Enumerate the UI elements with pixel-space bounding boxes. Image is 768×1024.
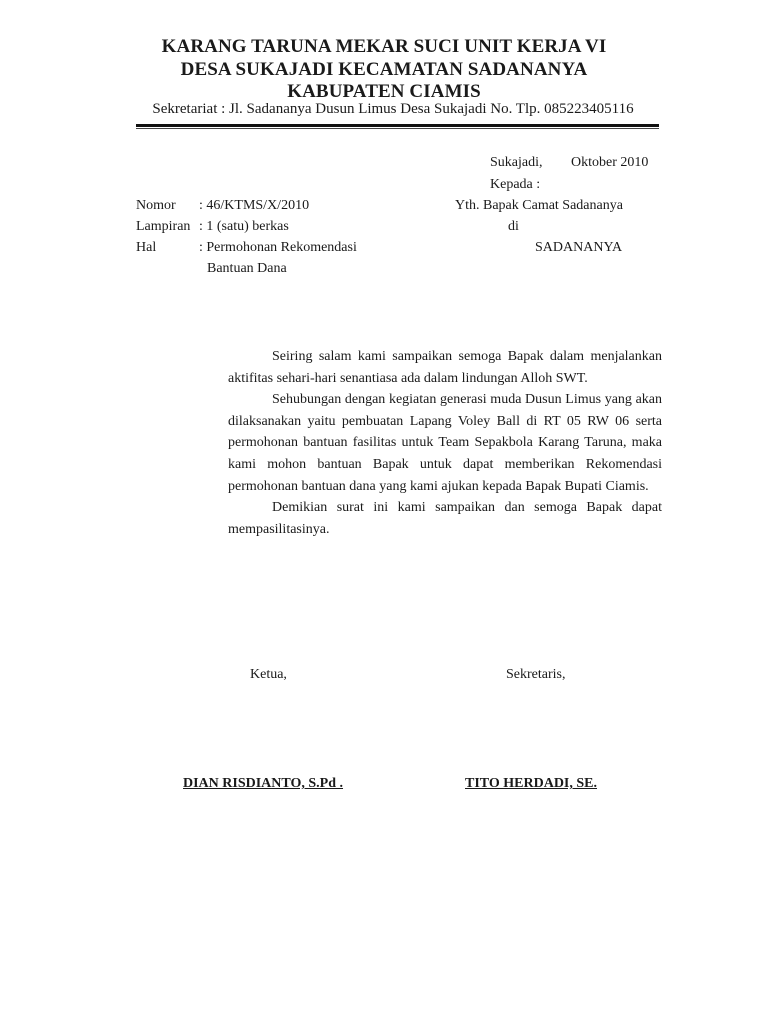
- org-village: DESA SUKAJADI KECAMATAN SADANANYA: [180, 59, 588, 80]
- header-rule-thin: [136, 128, 659, 129]
- to-label: Kepada :: [490, 177, 541, 192]
- recipient-location: SADANANYA: [535, 240, 623, 255]
- org-name: KARANG TARUNA MEKAR SUCI UNIT KERJA VI: [161, 36, 607, 57]
- lampiran-label: Lampiran: [136, 219, 191, 234]
- paragraph-greeting: Seiring salam kami sampaikan semoga Bapak dalam menjalankan aktifitas sehari-hari senantiasa ada dalam lindungan Alloh SWT.: [228, 349, 662, 386]
- date-value: Oktober 2010: [571, 155, 649, 170]
- recipient: Yth. Bapak Camat Sadananya: [455, 198, 623, 213]
- recipient-at: di: [508, 219, 519, 234]
- lampiran-value: : 1 (satu) berkas: [199, 219, 289, 234]
- org-regency: KABUPATEN CIAMIS: [287, 81, 481, 102]
- paragraph-request: Sehubungan dengan kegiatan generasi muda Dusun Limus yang akan dilaksanakan yaitu pembuatan Lapang Voley Ball di RT 05 RW 06 serta permohonan bantuan fasilitas untuk Team Sepakbola Karang Taruna, maka kami mohon bantuan Bapak untuk dapat memberikan Rekomendasi permohonan bantuan dana yang kami ajukan kepada Bapak Bupati Ciamis.: [228, 392, 662, 494]
- nomor-value: : 46/KTMS/X/2010: [199, 198, 310, 213]
- date-place: Sukajadi,: [490, 155, 543, 170]
- chair-name: DIAN RISDIANTO, S.Pd .: [183, 776, 344, 791]
- hal-value-cont: Bantuan Dana: [207, 261, 287, 276]
- org-address: Sekretariat : Jl. Sadananya Dusun Limus Desa Sukajadi No. Tlp. 085223405116: [152, 101, 634, 117]
- chair-title: Ketua,: [250, 667, 287, 682]
- secretary-name: TITO HERDADI, SE.: [465, 776, 598, 791]
- header-rule-thick: [136, 124, 659, 127]
- hal-label: Hal: [136, 240, 157, 255]
- letter-body: [228, 346, 662, 540]
- nomor-label: Nomor: [136, 198, 176, 213]
- paragraph-closing: Demikian surat ini kami sampaikan dan semoga Bapak dapat mempasilitasinya.: [228, 500, 662, 537]
- secretary-title: Sekretaris,: [506, 667, 566, 682]
- hal-value: : Permohonan Rekomendasi: [199, 240, 357, 255]
